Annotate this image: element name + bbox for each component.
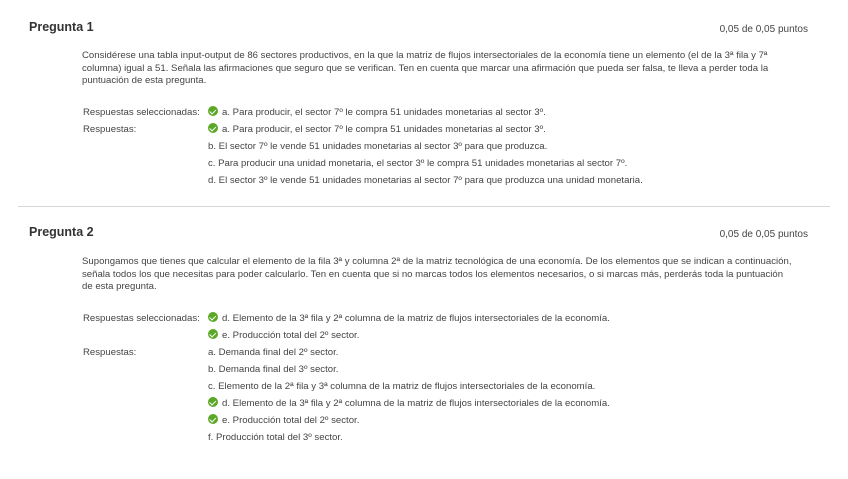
answer-option: d. El sector 3º le vende 51 unidades monetarias al sector 7º para que produzca una unidad monetaria.	[208, 175, 643, 186]
selected-answers-label: Respuestas seleccionadas:	[83, 313, 200, 324]
question-title: Pregunta 2	[29, 225, 94, 239]
question-points: 0,05 de 0,05 puntos	[719, 24, 808, 35]
question-points: 0,05 de 0,05 puntos	[719, 229, 808, 240]
question-2	[0, 200, 848, 470]
selected-answer: a. Para producir, el sector 7º le compra 51 unidades monetarias al sector 3º.	[208, 104, 546, 121]
selected-answers-label: Respuestas seleccionadas:	[83, 107, 200, 118]
answer-option: b. El sector 7º le vende 51 unidades monetarias al sector 3º para que produzca.	[208, 141, 548, 152]
answer-option: f. Producción total del 3º sector.	[208, 432, 343, 443]
question-text: Supongamos que tienes que calcular el elemento de la fila 3ª y columna 2ª de la matriz tecnológica de una economía. De los elementos que se indican a continuación, señala todos los que necesitas para poder calcularlo. Ten en cuenta que si no marcas todos los elementos necesarios, o si marcas más, perderás toda la puntuación de esta pregunta.	[82, 256, 792, 292]
answer-option: c. Elemento de la 2ª fila y 3ª columna de la matriz de flujos intersectoriales de la economía.	[208, 381, 596, 392]
question-text: Considérese una tabla input-output de 86 sectores productivos, en la que la matriz de flujos intersectoriales de la economía tiene un elemento (el de la 3ª fila y 7ª columna) igual a 51. Señala las afirmaciones que seguro que se verifican. Ten en cuenta que marcar una afirmación que pueda ser falsa, te lleva a perder toda la puntuación de esta pregunta.	[82, 50, 769, 86]
correct-check-icon	[208, 329, 218, 339]
answers-label: Respuestas:	[83, 124, 137, 135]
answer-option: d. Elemento de la 3ª fila y 2ª columna de la matriz de flujos intersectoriales de la economía.	[208, 395, 610, 412]
correct-check-icon	[208, 106, 218, 116]
selected-answer: e. Producción total del 2º sector.	[208, 327, 359, 344]
question-1	[0, 0, 848, 200]
answer-option: e. Producción total del 2º sector.	[208, 412, 359, 429]
correct-check-icon	[208, 123, 218, 133]
question-title: Pregunta 1	[29, 20, 94, 34]
selected-answer: d. Elemento de la 3ª fila y 2ª columna de la matriz de flujos intersectoriales de la economía.	[208, 310, 610, 327]
correct-check-icon	[208, 397, 218, 407]
answer-option: b. Demanda final del 3º sector.	[208, 364, 339, 375]
correct-check-icon	[208, 312, 218, 322]
answer-option: a. Para producir, el sector 7º le compra 51 unidades monetarias al sector 3º.	[208, 121, 546, 138]
answers-label: Respuestas:	[83, 347, 137, 358]
answer-option: c. Para producir una unidad monetaria, el sector 3º le compra 51 unidades monetarias al sector 7º.	[208, 158, 628, 169]
correct-check-icon	[208, 414, 218, 424]
answer-option: a. Demanda final del 2º sector.	[208, 347, 339, 358]
